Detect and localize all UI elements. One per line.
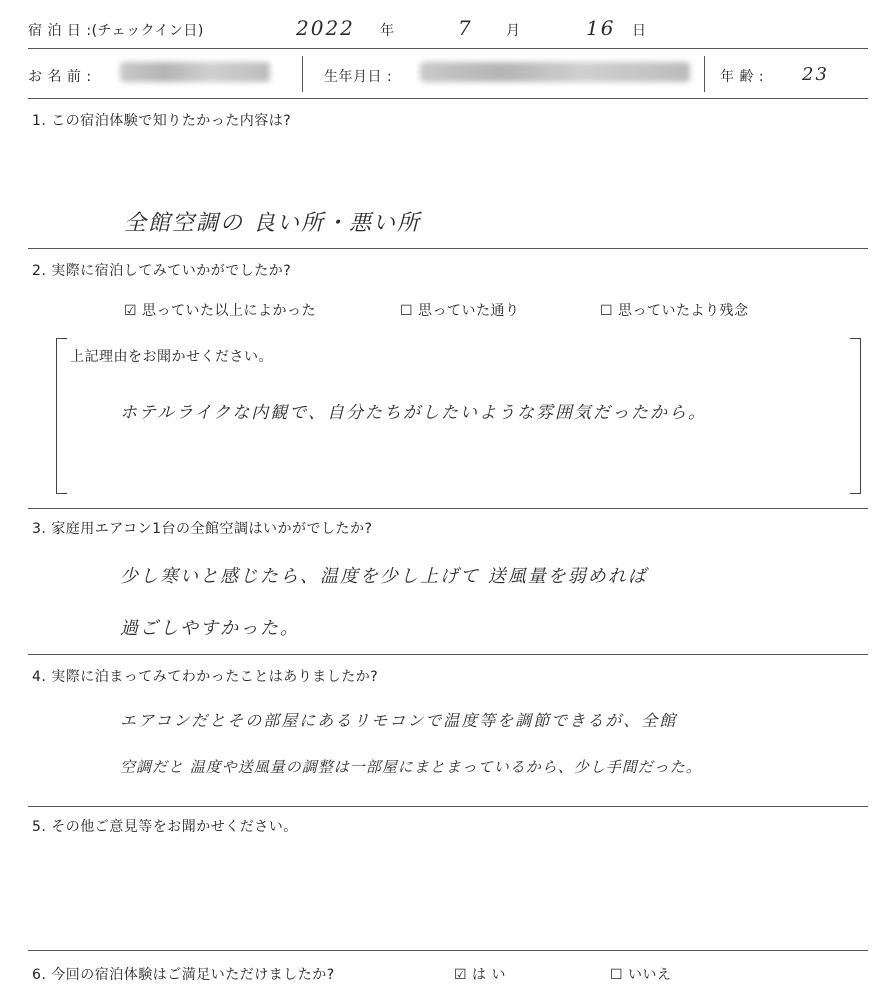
day-label: 日 xyxy=(632,23,647,39)
divider xyxy=(28,654,868,655)
reason-label: 上記理由をお聞かせください。 xyxy=(70,349,273,365)
checkbox-checked-icon: ☑ xyxy=(454,967,468,983)
option-disappointing[interactable] xyxy=(600,300,749,320)
year-value: 2022 xyxy=(296,16,355,40)
age-value: 23 xyxy=(802,64,829,85)
option-label: 思っていた以上によかった xyxy=(142,303,317,319)
divider xyxy=(704,56,705,92)
checkbox-empty-icon: ☐ xyxy=(610,967,624,983)
option-satisfied-no[interactable] xyxy=(610,964,672,984)
question-1: 1. この宿泊体験で知りたかった内容は? xyxy=(32,113,292,129)
divider xyxy=(28,98,868,99)
question-4: 4. 実際に泊まってみてわかったことはありましたか? xyxy=(32,669,379,685)
answer-3-line-1: 少し寒いと感じたら、温度を少し上げて 送風量を弱めれば xyxy=(120,566,648,587)
age-label: 年 齢 : xyxy=(720,69,765,85)
option-satisfied-yes[interactable] xyxy=(454,964,506,984)
option-label: いいえ xyxy=(628,967,672,983)
question-6: 6. 今回の宿泊体験はご満足いただけましたか? xyxy=(32,967,335,983)
checkbox-empty-icon: ☐ xyxy=(400,303,414,319)
divider xyxy=(28,806,868,807)
question-2: 2. 実際に宿泊してみていかがでしたか? xyxy=(32,263,292,279)
answer-4-line-1: エアコンだとその部屋にあるリモコンで温度等を調節できるが、全館 xyxy=(120,711,678,730)
month-value: 7 xyxy=(458,16,473,40)
divider xyxy=(28,248,868,249)
divider xyxy=(28,950,868,951)
name-redacted xyxy=(120,62,270,82)
checkbox-checked-icon: ☑ xyxy=(124,303,138,319)
option-as-expected[interactable] xyxy=(400,300,520,320)
option-exceeded-expectations[interactable] xyxy=(124,300,316,320)
option-label: は い xyxy=(472,967,506,983)
birthdate-redacted xyxy=(420,62,690,82)
option-label: 思っていた通り xyxy=(418,303,520,319)
birthdate-label: 生年月日 : xyxy=(324,69,393,85)
reason-answer: ホテルライクな内観で、自分たちがしたいような雰囲気だったから。 xyxy=(120,403,707,423)
option-label: 思っていたより残念 xyxy=(618,303,749,319)
reason-box-right-bracket xyxy=(850,338,861,494)
question-3: 3. 家庭用エアコン1台の全館空調はいかがでしたか? xyxy=(32,521,373,537)
question-5: 5. その他ご意見等をお聞かせください。 xyxy=(32,819,298,835)
answer-4-line-2: 空調だと 温度や送風量の調整は一部屋にまとまっているから、少し手間だった。 xyxy=(120,758,702,776)
answer-3-line-2: 過ごしやすかった。 xyxy=(120,618,300,639)
month-label: 月 xyxy=(506,23,521,39)
stay-date-label: 宿 泊 日 :(チェックイン日) xyxy=(28,23,204,39)
reason-box-left-bracket xyxy=(56,338,67,494)
divider xyxy=(28,48,868,49)
checkbox-empty-icon: ☐ xyxy=(600,303,614,319)
day-value: 16 xyxy=(586,16,616,40)
answer-1: 全館空調の 良い所・悪い所 xyxy=(124,211,421,236)
name-label: お 名 前 : xyxy=(28,69,92,85)
divider xyxy=(302,56,303,92)
divider xyxy=(28,508,868,509)
year-label: 年 xyxy=(380,23,395,39)
